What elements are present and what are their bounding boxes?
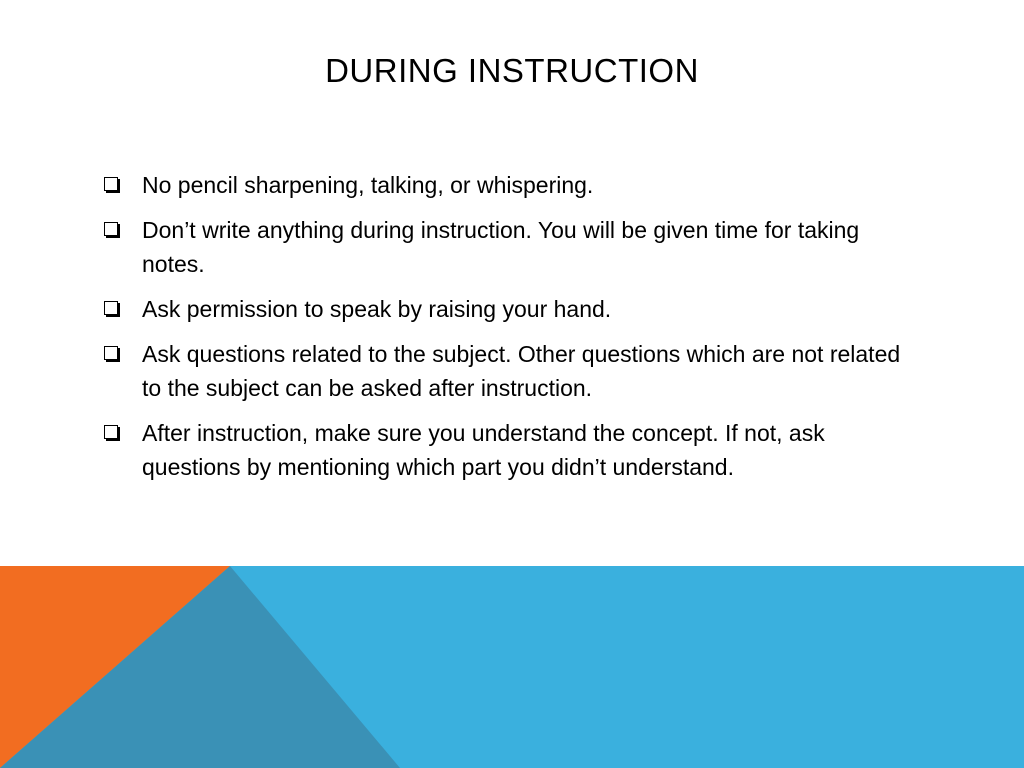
bullet-text: After instruction, make sure you understand the concept. If not, ask questions by mentioning which part you didn’t understand. [142, 420, 825, 480]
bullet-item [104, 168, 924, 202]
bullet-item [104, 213, 924, 281]
bullet-text: Ask permission to speak by raising your hand. [142, 296, 612, 322]
checkbox-bullet-icon [104, 346, 118, 360]
bullet-text: Ask questions related to the subject. Other questions which are not related to the subject can be asked after instruction. [142, 341, 901, 401]
bullet-item [104, 337, 924, 405]
bullet-text: No pencil sharpening, talking, or whispering. [142, 172, 594, 198]
decorative-footer-band [0, 566, 1024, 768]
checkbox-bullet-icon [104, 425, 118, 439]
bullet-text: Don’t write anything during instruction. You will be given time for taking notes. [142, 217, 860, 277]
checkbox-bullet-icon [104, 177, 118, 191]
bullet-item [104, 416, 924, 484]
checkbox-bullet-icon [104, 301, 118, 315]
checkbox-bullet-icon [104, 222, 118, 236]
bullet-list [104, 168, 924, 495]
slide-title: DURING INSTRUCTION [325, 52, 699, 89]
bullet-item [104, 292, 924, 326]
